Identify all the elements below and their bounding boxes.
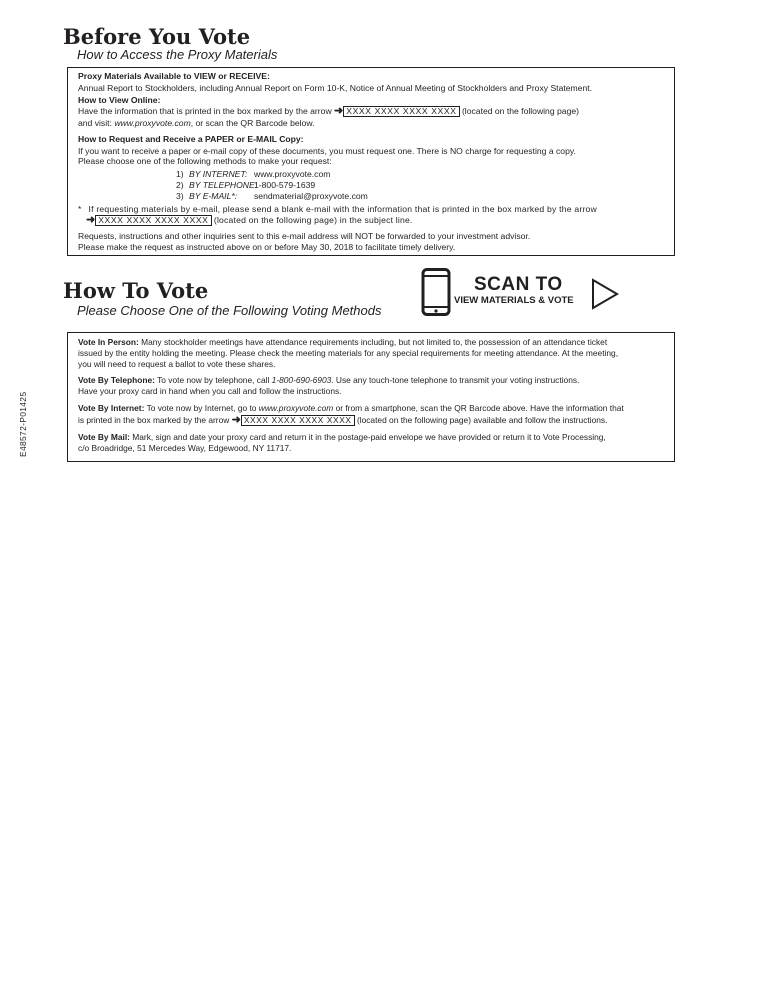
vote-in-person-line-2: issued by the entity holding the meeting. Please check the meeting materials for any special requirements for meeting attendance. At the meeting, bbox=[78, 348, 619, 358]
vote-by-mail-line-2: c/o Broadridge, 51 Mercedes Way, Edgewood, NY 11717. bbox=[78, 443, 292, 453]
method-email: 3) BY E-MAIL*: sendmaterial@proxyvote.com bbox=[176, 191, 368, 201]
scan-to-subtitle: VIEW MATERIALS & VOTE bbox=[454, 295, 574, 306]
footnote-line-1: * If requesting materials by e-mail, please send a blank e-mail with the information that is printed in the box marked by the arrow bbox=[78, 204, 597, 214]
right-arrow-icon: ➜ bbox=[334, 105, 344, 117]
method-telephone: 2) BY TELEPHONE:1-800-579-1639 bbox=[176, 180, 316, 190]
right-arrow-icon: ➜ bbox=[231, 414, 241, 426]
method-email-value[interactable]: sendmaterial@proxyvote.com bbox=[254, 191, 368, 201]
how-to-vote-title: How To Vote bbox=[63, 278, 209, 303]
vote-by-internet-line-1: Vote By Internet: To vote now by Internet, go to www.proxyvote.com or from a smartphone, scan the QR Barcode above. Have the information that bbox=[78, 403, 624, 413]
vote-in-person-line-1: Vote In Person: Many stockholder meetings have attendance requirements including, but not limited to, the possession of an attendance ticket bbox=[78, 337, 608, 347]
scan-to-title: SCAN TO bbox=[474, 274, 563, 295]
materials-list: Annual Report to Stockholders, including Annual Report on Form 10-K, Notice of Annual Meeting of Stockholders and Proxy Statement. bbox=[78, 83, 593, 93]
proxy-materials-box bbox=[67, 67, 675, 256]
vote-by-mail-line-1: Vote By Mail: Mark, sign and date your proxy card and return it in the postage-paid envelope we have provided or return it to Vote Processing, bbox=[78, 432, 606, 442]
document-code: E48572-P01425 bbox=[18, 391, 28, 457]
request-heading: How to Request and Receive a PAPER or E-MAIL Copy: bbox=[78, 134, 304, 144]
vote-in-person-line-3: you will need to request a ballot to vote these shares. bbox=[78, 359, 276, 369]
smartphone-icon bbox=[421, 268, 451, 316]
vote-by-telephone-line-2: Have your proxy card in hand when you call and follow the instructions. bbox=[78, 386, 342, 396]
available-heading: Proxy Materials Available to VIEW or RECEIVE: bbox=[78, 71, 270, 81]
proxyvote-link[interactable]: www.proxyvote.com bbox=[114, 118, 191, 128]
before-you-vote-title: Before You Vote bbox=[63, 24, 251, 49]
vote-telephone-number[interactable]: 1-800-690-6903 bbox=[271, 375, 332, 385]
method-internet: 1) BY INTERNET: www.proxyvote.com bbox=[176, 169, 331, 179]
control-number-box: XXXX XXXX XXXX XXXX bbox=[241, 415, 355, 426]
method-telephone-value: 1-800-579-1639 bbox=[254, 180, 316, 190]
control-number-box: XXXX XXXX XXXX XXXX bbox=[343, 106, 459, 117]
before-you-vote-subtitle: How to Access the Proxy Materials bbox=[77, 47, 278, 62]
play-triangle-icon bbox=[591, 278, 619, 310]
note-line-2: Please make the request as instructed above on or before May 30, 2018 to facilitate timely delivery. bbox=[78, 242, 456, 252]
view-online-line-2: and visit: www.proxyvote.com, or scan the QR Barcode below. bbox=[78, 118, 315, 128]
control-number-box: XXXX XXXX XXXX XXXX bbox=[95, 215, 211, 226]
request-line-1: If you want to receive a paper or e-mail copy of these documents, you must request one. There is NO charge for requesting a copy. bbox=[78, 146, 576, 156]
vote-by-internet-line-2: is printed in the box marked by the arrow ➜ XXXX XXXX XXXX XXXX (located on the following page) available and follow the instructions. bbox=[78, 414, 608, 426]
vote-by-telephone-line-1: Vote By Telephone: To vote now by telephone, call 1-800-690-6903. Use any touch-tone telephone to transmit your voting instructions. bbox=[78, 375, 580, 385]
note-line-1: Requests, instructions and other inquiries sent to this e-mail address will NOT be forwarded to your investment advisor. bbox=[78, 231, 531, 241]
request-line-2: Please choose one of the following methods to make your request: bbox=[78, 156, 332, 166]
right-arrow-icon: ➜ bbox=[86, 214, 96, 226]
vote-proxyvote-link[interactable]: www.proxyvote.com bbox=[258, 403, 334, 413]
footnote-line-2: ➜ XXXX XXXX XXXX XXXX (located on the following page) in the subject line. bbox=[86, 214, 413, 226]
view-online-heading: How to View Online: bbox=[78, 95, 161, 105]
voting-methods-box bbox=[67, 332, 675, 462]
how-to-vote-subtitle: Please Choose One of the Following Voting Methods bbox=[77, 303, 382, 318]
view-online-line-1: Have the information that is printed in the box marked by the arrow ➜ XXXX XXXX XXXX XXXX (located on the following page) bbox=[78, 105, 579, 117]
method-internet-value[interactable]: www.proxyvote.com bbox=[254, 169, 331, 179]
